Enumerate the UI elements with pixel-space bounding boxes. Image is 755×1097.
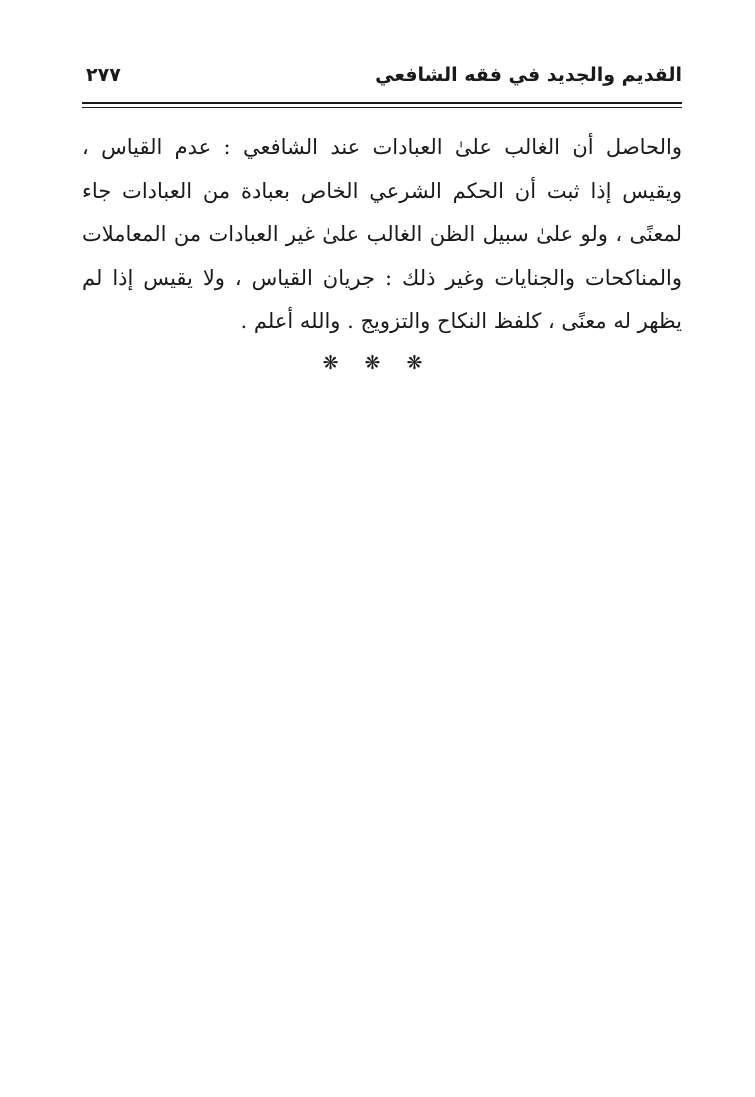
running-header bbox=[82, 56, 682, 102]
body-paragraph bbox=[82, 126, 682, 344]
page-number: ٢٧٧ bbox=[86, 64, 121, 86]
section-end-ornament: ❋ ❋ ❋ bbox=[322, 352, 433, 374]
header-rule-thick bbox=[82, 102, 682, 104]
paragraph-line: لمعنًى ، ولو علىٰ سبيل الظن الغالب علىٰ غير العبادات من المعاملات bbox=[82, 222, 682, 246]
running-title: القديم والجديد في فقه الشافعي bbox=[375, 64, 682, 86]
paragraph-line: ويقيس إذا ثبت أن الحكم الشرعي الخاص بعبادة من العبادات جاء bbox=[82, 178, 682, 203]
paragraph-line: والحاصل أن الغالب علىٰ العبادات عند الشافعي : عدم القياس ، bbox=[82, 135, 682, 159]
paragraph-line: يظهر له معنًى ، كلفظ النكاح والتزويج . والله أعلم . bbox=[240, 309, 682, 333]
header-rule-thin bbox=[82, 107, 682, 108]
paragraph-line: والمناكحات والجنايات وغير ذلك : جريان القياس ، ولا يقيس إذا لم bbox=[82, 265, 682, 290]
